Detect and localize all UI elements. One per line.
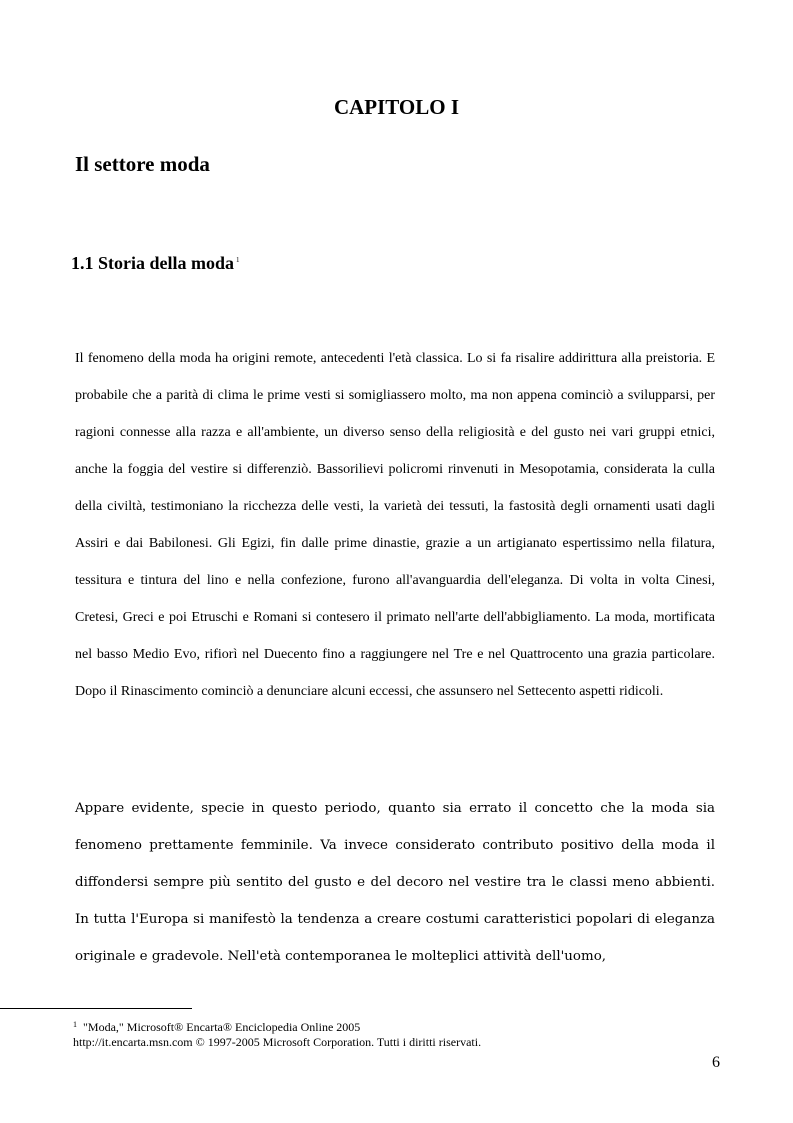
body-paragraph-1: Il fenomeno della moda ha origini remote, antecedenti l'età classica. Lo si fa risalire addirittura alla preistoria. E probabile che a parità di clima le prime vesti si somigliassero molto, ma non appena cominciò a svilupparsi, per ragioni connesse alla razza e all'ambiente, un diverso senso della religiosità e del gusto nei vari gruppi etnici, anche la foggia del vestire si differenziò. Bassorilievi policromi rinvenuti in Mesopotamia, considerata la culla della civiltà, testimoniano la ricchezza delle vesti, la varietà dei tessuti, la fastosità degli ornamenti usati dagli Assiri e dai Babilonesi. Gli Egizi, fin dalle prime dinastie, grazie a un artigianato espertissimo nella filatura, tessitura e tintura del lino e nella confezione, furono all'avanguardia dell'eleganza. Di volta in volta Cinesi, Cretesi, Greci e poi Etruschi e Romani si contesero il primato nell'arte dell'abbigliamento. La moda, mortificata nel basso Medio Evo, rifiorì nel Duecento fino a raggiungere nel Tre e nel Quattrocento una grazia particolare. Dopo il Rinascimento cominciò a denunciare alcuni eccessi, che assunsero nel Settecento aspetti ridicoli. xyxy=(75,351,715,699)
footnote-reference[interactable]: 1 xyxy=(236,256,240,264)
page-number: 6 xyxy=(712,1054,720,1071)
footnote-number: 1 xyxy=(73,1020,77,1029)
body-paragraph-2: Appare evidente, specie in questo periodo, quanto sia errato il concetto che la moda sia fenomeno prettamente femminile. Va invece considerato contributo positivo della moda il diffondersi sempre più sentito del gusto e del decoro nel vestire tra le classi meno abbienti. In tutta l'Europa si manifestò la tendenza a creare costumi caratteristici popolari di eleganza originale e gradevole. Nell'età contemporanea le molteplici attività dell'uomo, xyxy=(75,801,715,964)
subsection-title-text: 1.1 Storia della moda xyxy=(71,253,235,273)
subsection-title xyxy=(71,253,240,274)
section-title: Il settore moda xyxy=(75,152,210,176)
footnote-line-1 xyxy=(73,1017,481,1035)
footnote-separator xyxy=(0,1008,192,1009)
footnote-line-2: http://it.encarta.msn.com © 1997-2005 Microsoft Corporation. Tutti i diritti riservati. xyxy=(73,1035,482,1049)
footnote xyxy=(73,1017,481,1050)
footnote-citation: "Moda," Microsoft® Encarta® Enciclopedia Online 2005 xyxy=(83,1020,361,1034)
chapter-title: CAPITOLO I xyxy=(333,95,460,119)
